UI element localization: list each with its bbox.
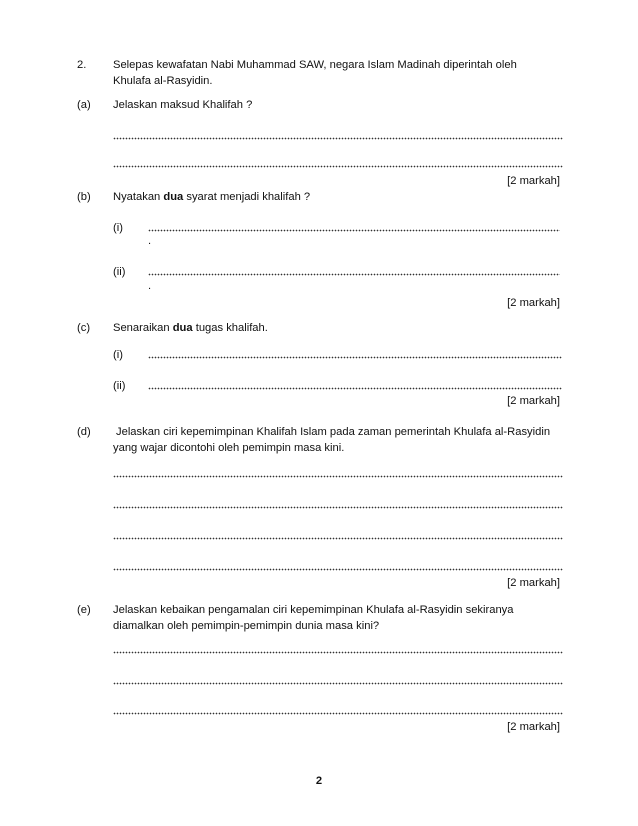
answer-line[interactable] [113,475,563,478]
intro-line-1: Selepas kewafatan Nabi Muhammad SAW, negara Islam Madinah diperintah oleh [113,59,517,71]
part-c-sub-i-label: (i) [113,349,123,361]
part-a-marks: [2 markah] [507,175,560,187]
continuation-dot: . [148,235,152,247]
answer-line[interactable] [113,568,563,571]
answer-line[interactable] [148,356,562,359]
part-c-question: Senaraikan dua tugas khalifah. [113,322,268,334]
answer-line[interactable] [148,387,562,390]
part-d-label: (d) [77,426,91,438]
answer-line[interactable] [113,137,563,140]
intro-line-2: Khulafa al-Rasyidin. [113,75,213,87]
part-a-question: Jelaskan maksud Khalifah ? [113,99,253,111]
part-c-sub-ii-label: (ii) [113,380,126,392]
answer-line[interactable] [113,651,563,654]
part-b-sub-ii-label: (ii) [113,266,126,278]
answer-line[interactable] [113,165,563,168]
part-d-question-line-2: yang wajar dicontohi oleh pemimpin masa kini. [113,442,345,454]
part-d-question-line-1: Jelaskan ciri kepemimpinan Khalifah Islam pada zaman pemerintah Khulafa al-Rasyidin [116,426,551,438]
part-d-marks: [2 markah] [507,577,560,589]
part-e-label: (e) [77,604,91,616]
answer-line[interactable] [113,682,563,685]
page-number: 2 [315,775,323,787]
answer-line[interactable] [113,506,563,509]
part-a-label: (a) [77,99,91,111]
answer-line[interactable] [148,229,560,232]
part-e-question-line-1: Jelaskan kebaikan pengamalan ciri kepemimpinan Khulafa al-Rasyidin sekiranya [113,604,514,616]
part-e-marks: [2 markah] [507,721,560,733]
part-b-marks: [2 markah] [507,297,560,309]
continuation-dot: . [148,280,152,292]
part-c-marks: [2 markah] [507,395,560,407]
part-b-label: (b) [77,191,91,203]
answer-line[interactable] [113,537,563,540]
answer-line[interactable] [113,712,563,715]
part-b-sub-i-label: (i) [113,222,123,234]
answer-line[interactable] [148,273,560,276]
part-e-question-line-2: diamalkan oleh pemimpin-pemimpin dunia masa kini? [113,620,380,632]
part-c-label: (c) [77,322,91,334]
part-b-question: Nyatakan dua syarat menjadi khalifah ? [113,191,311,203]
question-number: 2. [77,59,87,71]
